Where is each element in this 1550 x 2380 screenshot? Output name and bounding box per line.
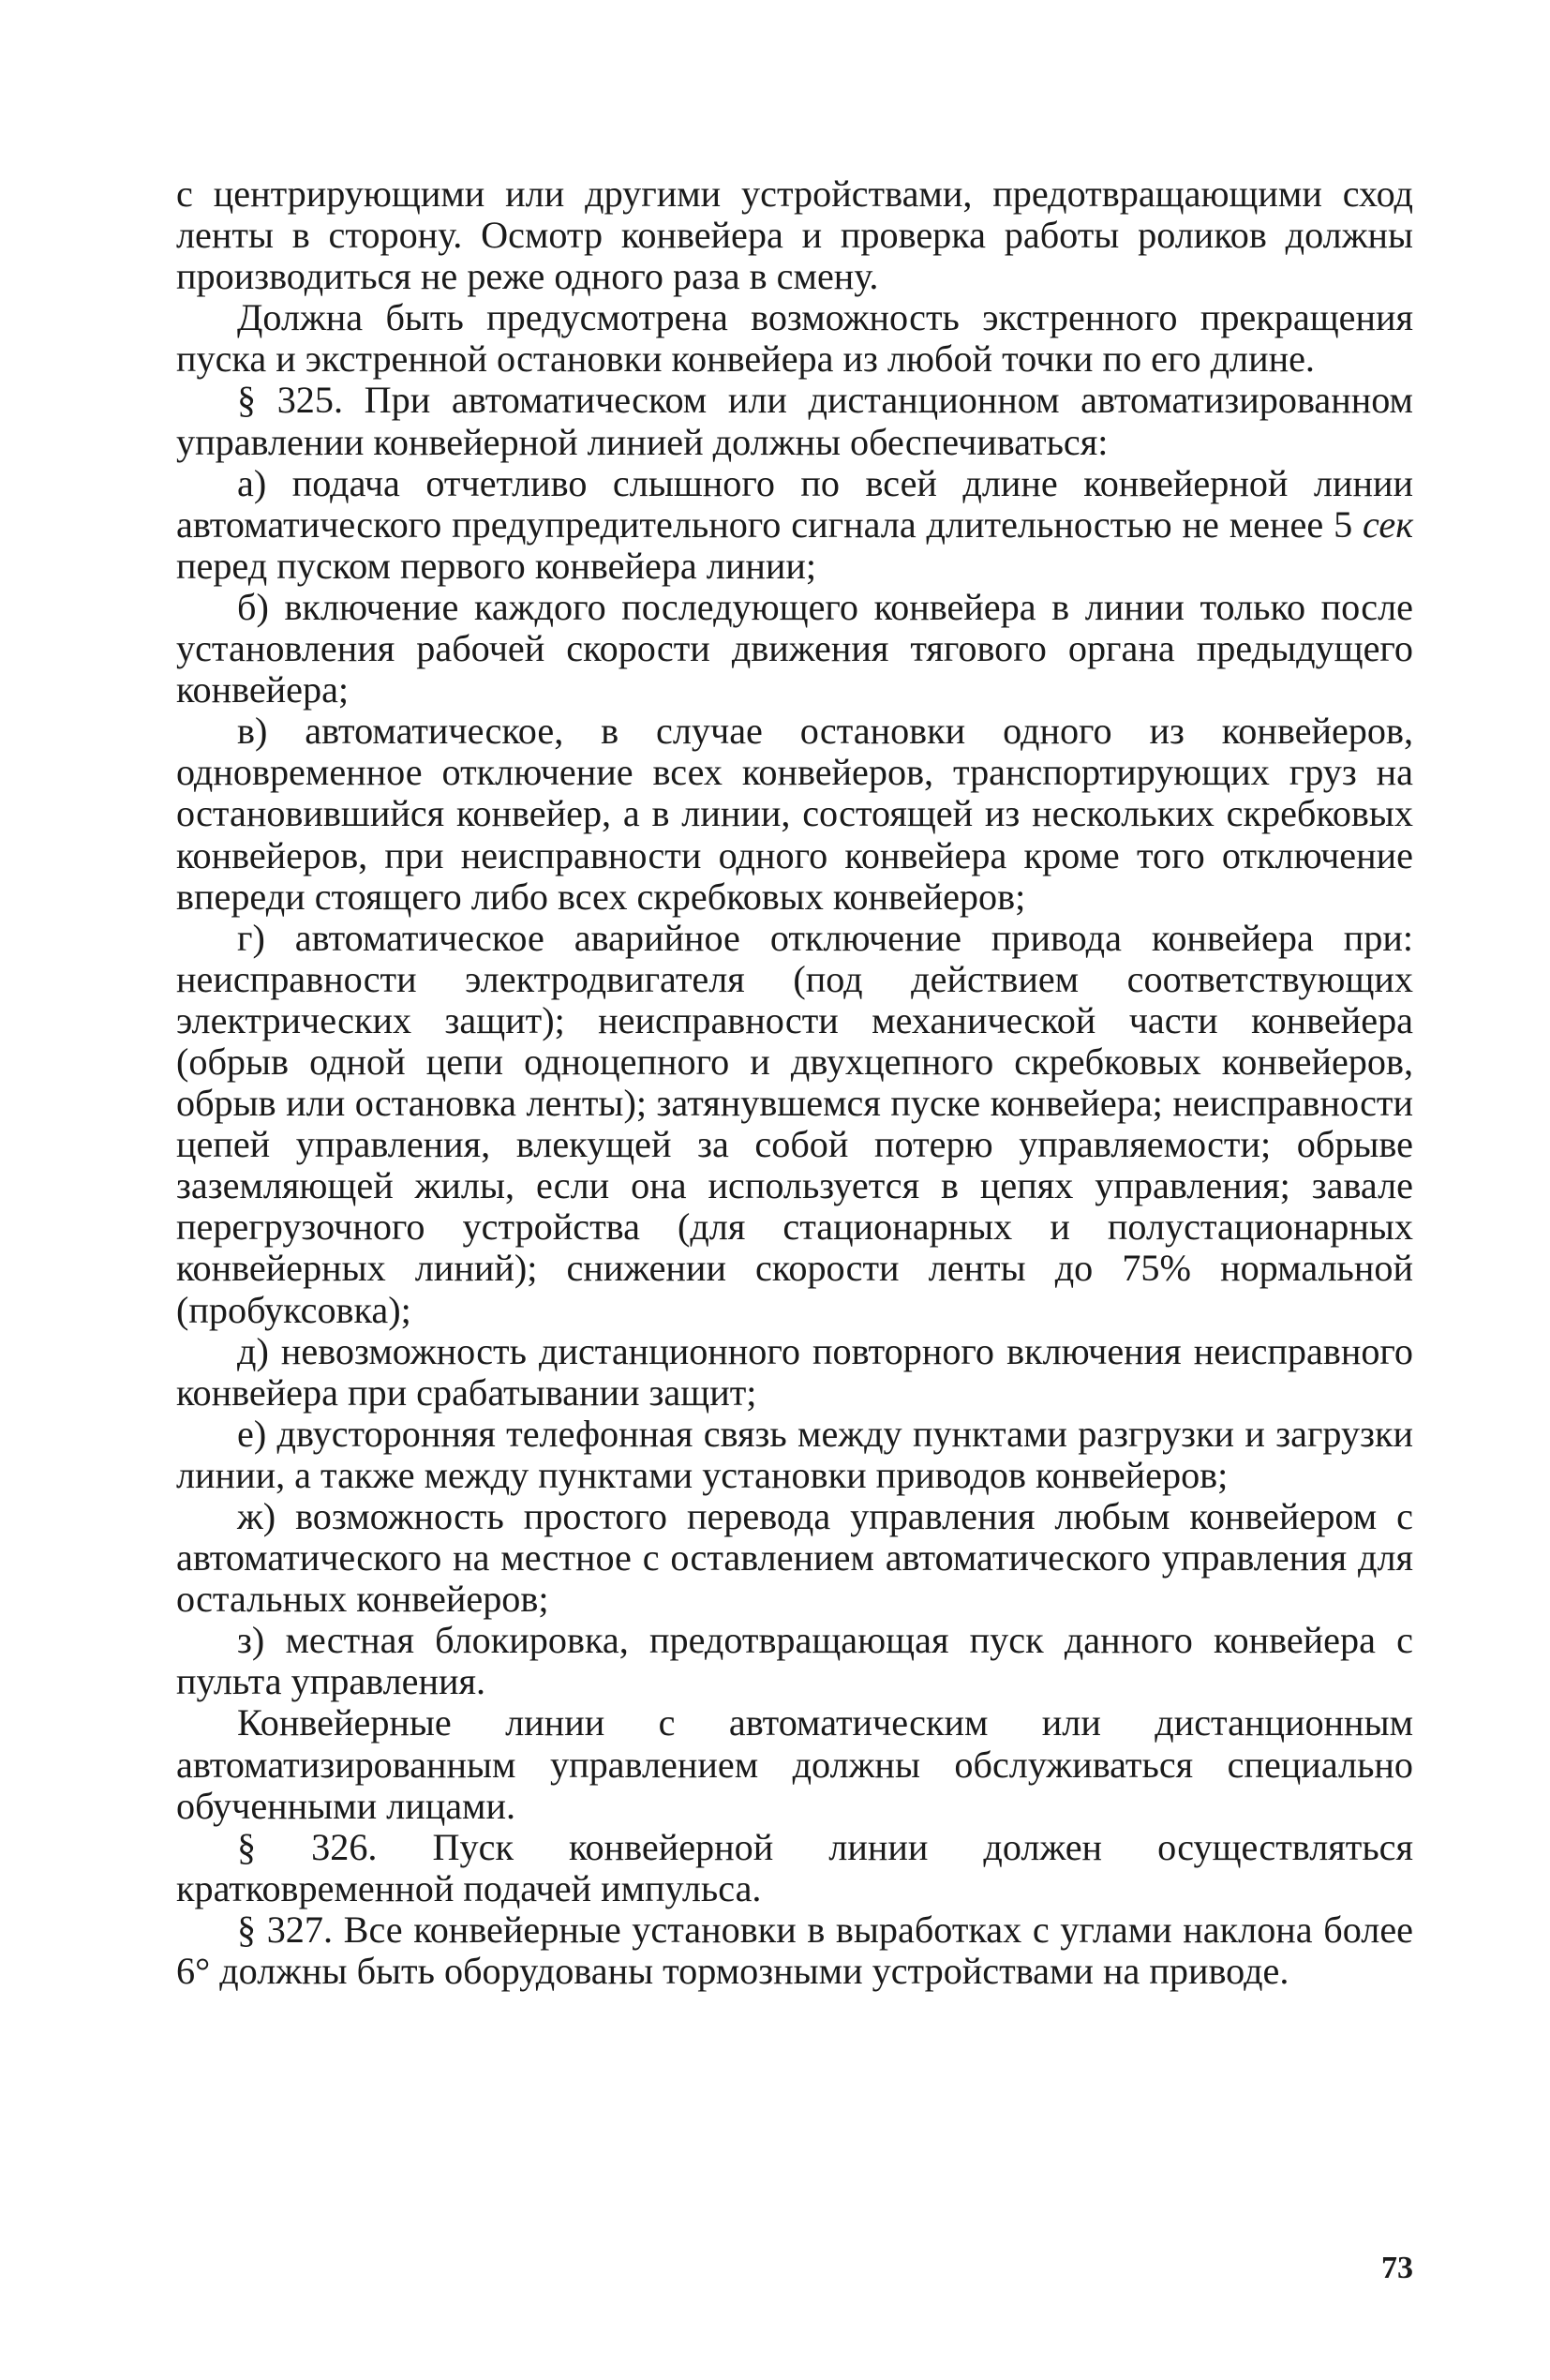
- paragraph-emergency-stop: Должна быть предусмотрена возможность экстренного прекращения пуска и экстренной остановки конвейера из любой точки по его длине.: [176, 296, 1413, 381]
- list-item-a-text: а) подача отчетливо слышного по всей длине конвейерной линии автоматического предупредительного сигнала длительностью не менее 5: [176, 461, 1413, 546]
- list-item-d: д) невозможность дистанционного повторного включения неисправного конвейера при срабатывании защит;: [176, 1329, 1413, 1414]
- paragraph-section-326: § 326. Пуск конвейерной линии должен осуществляться кратковременной подачей импульса.: [176, 1825, 1413, 1909]
- list-item-a: [176, 463, 1413, 587]
- page-number: 73: [1381, 2251, 1413, 2285]
- list-item-a-unit: сек: [1363, 502, 1413, 546]
- list-item-v: в) автоматическое, в случае остановки одного из конвейеров, одновременное отключение всех конвейеров, транспортирующих груз на остановившийся конвейер, а в линии, состоящей из нескольких скребковых конвейеров, при неисправности одного конвейера кроме того отключение впереди стоящего либо всех скребковых конвейеров;: [176, 710, 1413, 918]
- paragraph-continuation: с центрирующими или другими устройствами, предотвращающими сход ленты в сторону. Осмотр конвейера и проверка работы роликов должны производиться не реже одного раза в смену.: [176, 172, 1413, 298]
- list-item-e: е) двусторонняя телефонная связь между пунктами разгрузки и загрузки линии, а также между пунктами установки приводов конвейеров;: [176, 1412, 1413, 1496]
- page-text-column: [176, 173, 1413, 1992]
- paragraph-trained-personnel: Конвейерные линии с автоматическим или дистанционным автоматизированным управлением должны обслуживаться специально обученными лицами.: [176, 1701, 1413, 1827]
- list-item-zh: ж) возможность простого перевода управления любым конвейером с автоматического на местное с оставлением автоматического управления для остальных конвейеров;: [176, 1495, 1413, 1621]
- paragraph-section-327: § 327. Все конвейерные установки в выработках с углами наклона более 6° должны быть оборудованы тормозными устройствами на приводе.: [176, 1908, 1413, 1993]
- paragraph-section-325: § 325. При автоматическом или дистанционном автоматизированном управлении конвейерной линией должны обеспечиваться:: [176, 379, 1413, 463]
- list-item-a-text-end: перед пуском первого конвейера линии;: [176, 544, 817, 587]
- list-item-g: г) автоматическое аварийное отключение привода конвейера при: неисправности электродвигателя (под действием соответствующих электрических защит); неисправности механической части конвейера (обрыв одной цепи одноцепного и двухцепного скребковых конвейеров, обрыв или остановка ленты); затянувшемся пуске конвейера; неисправности цепей управления, влекущей за собой потерю управляемости; обрыве заземляющей жилы, если она используется в цепях управления; завале перегрузочного устройства (для стационарных и полустационарных конвейерных линий); снижении скорости ленты до 75% нормальной (пробуксовка);: [176, 916, 1413, 1331]
- list-item-z: з) местная блокировка, предотвращающая пуск данного конвейера с пульта управления.: [176, 1619, 1413, 1703]
- list-item-b: б) включение каждого последующего конвейера в линии только после установления рабочей скорости движения тягового органа предыдущего конвейера;: [176, 585, 1413, 711]
